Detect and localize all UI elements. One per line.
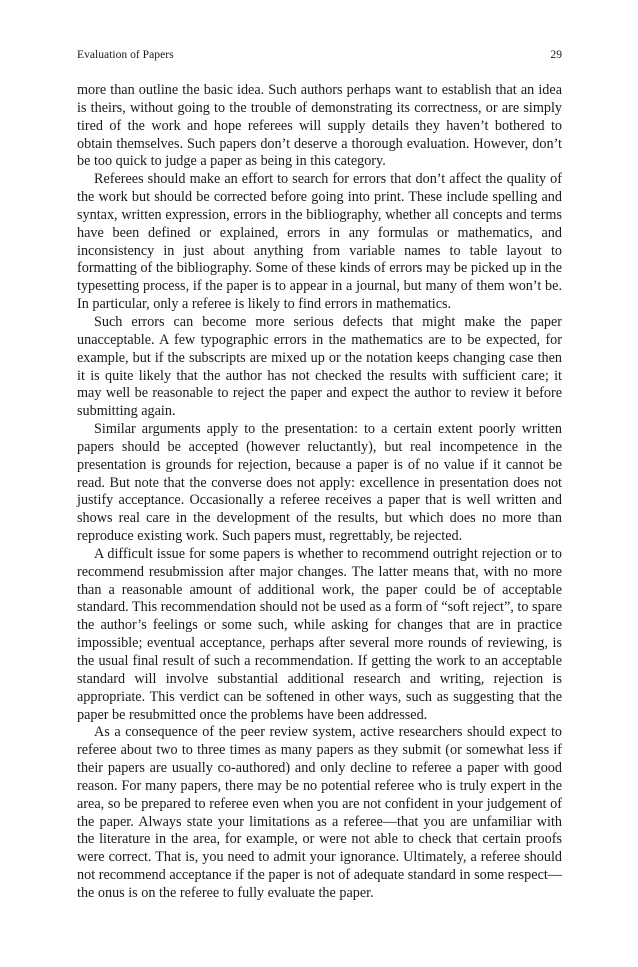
- body-text: [77, 82, 562, 903]
- paragraph: Similar arguments apply to the presentation: to a certain extent poorly written papers should be accepted (however reluctantly), but real incompetence in the presentation is grounds for rejection, because a paper is of no value if it cannot be read. But note that the converse does not apply: excellence in presentation does not justify acceptance. Occasionally a referee receives a paper that is well written and shows real care in the development of the results, but which does no more than reproduce existing work. Such papers must, regrettably, be rejected.: [77, 421, 562, 545]
- paragraph: Referees should make an effort to search for errors that don’t affect the quality of the work but should be corrected before going into print. These include spelling and syntax, written expression, errors in the bibliography, whether all concepts and terms have been defined or explained, errors in any formulas or mathematics, and inconsistency in just about anything from variable names to table layout to formatting of the bibliography. Some of these kinds of errors may be picked up in the typesetting process, if the paper is to appear in a journal, but many of them won’t be. In particular, only a referee is likely to find errors in mathematics.: [77, 171, 562, 313]
- page-number: 29: [550, 48, 562, 61]
- paragraph: Such errors can become more serious defects that might make the paper unacceptable. A few typographic errors in the mathematics are to be expected, for example, but if the subscripts are mixed up or the notation keeps changing case then it is quite likely that the author has not checked the results with sufficient care; it may well be reasonable to reject the paper and expect the author to review it before submitting again.: [77, 313, 562, 420]
- paragraph-continued: more than outline the basic idea. Such authors perhaps want to establish that an idea is theirs, without going to the trouble of demonstrating its correctness, or are simply tired of the work and hope referees will supply details they haven’t bothered to obtain themselves. Such papers don’t deserve a thorough evaluation. However, don’t be too quick to judge a paper as being in this category.: [77, 82, 562, 170]
- paragraph: A difficult issue for some papers is whether to recommend outright rejection or to recommend resubmission after major changes. The latter means that, with no more than a reasonable amount of additional work, the paper could be of acceptable standard. This recommendation should not be used as a form of “soft reject”, to spare the author’s feelings or some such, while asking for changes that are in practice impossible; eventual acceptance, perhaps after several more rounds of reviewing, is the usual final result of such a recommendation. If getting the work to an acceptable standard will involve substantial additional research and writing, rejection is appropriate. This verdict can be softened in other ways, such as suggesting that the paper be resubmitted once the problems have been addressed.: [77, 545, 562, 723]
- paragraph: As a consequence of the peer review system, active researchers should expect to referee about two to three times as many papers as they submit (or somewhat less if their papers are usually co-authored) and only decline to referee a paper with good reason. For many papers, there may be no potential referee who is truly expert in the area, so be prepared to referee even when you are not confident in your judgement of the paper. Always state your limitations as a referee—that you are unfamiliar with the literature in the area, for example, or were not able to check that certain proofs were correct. That is, you need to admit your ignorance. Ultimately, a referee should not recommend acceptance if the paper is not of adequate standard in some respect—the onus is on the referee to fully evaluate the paper.: [77, 724, 562, 901]
- chapter-title: Evaluation of Papers: [77, 48, 174, 61]
